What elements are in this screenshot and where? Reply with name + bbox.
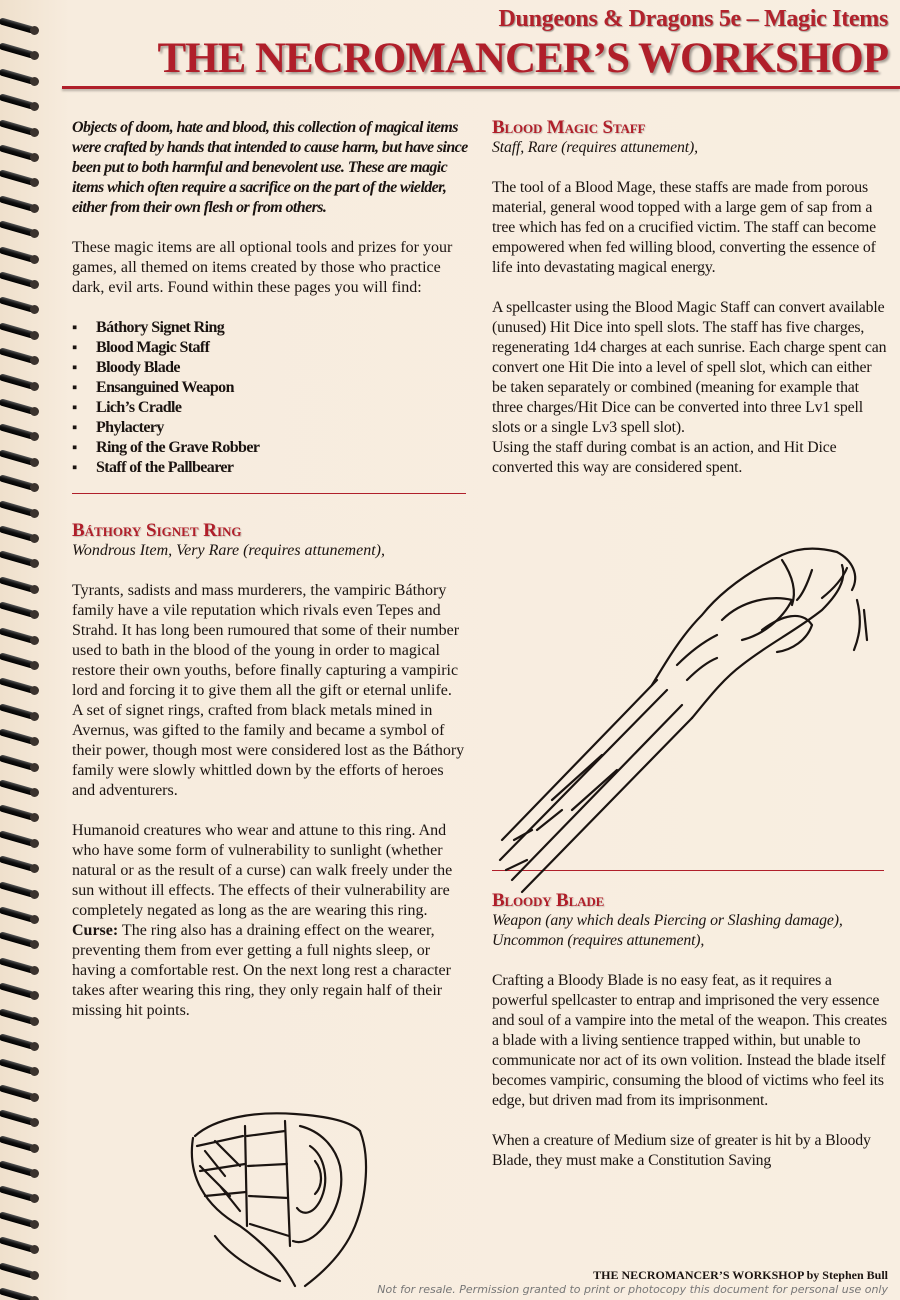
staff-title: Blood Magic Staff [492, 117, 646, 138]
binding-ring [0, 1063, 42, 1081]
binding-ring [0, 1216, 42, 1234]
binding-ring [0, 479, 42, 497]
binding-ring [0, 860, 42, 878]
section-divider [72, 493, 466, 494]
binding-ring [0, 352, 42, 370]
binding-ring [0, 1114, 42, 1132]
binding-ring [0, 428, 42, 446]
blade-subtitle: Weapon (any which deals Piercing or Slashing damage), Uncommon (requires attunement), [492, 912, 843, 949]
binding-ring [0, 22, 42, 40]
binding-ring [0, 1165, 42, 1183]
binding-ring [0, 73, 42, 91]
binding-ring [0, 1089, 42, 1107]
binding-ring [0, 657, 42, 675]
binding-ring [0, 1292, 42, 1300]
footer-title: THE NECROMANCER’S WORKSHOP by Stephen Bull [593, 1268, 888, 1282]
binding-ring [0, 809, 42, 827]
bathory-curse [72, 921, 470, 1021]
header-divider [62, 86, 900, 89]
binding-ring [0, 378, 42, 396]
curse-label: Curse: [72, 922, 119, 939]
binding-ring [0, 530, 42, 548]
binding-ring [0, 47, 42, 65]
binding-ring [0, 733, 42, 751]
staff-subtitle: Staff, Rare (requires attunement), [492, 139, 698, 156]
binding-ring [0, 606, 42, 624]
binding-ring [0, 276, 42, 294]
binding-ring [0, 835, 42, 853]
footer-note: Not for resale. Permission granted to print or photocopy this document for personal use only [377, 1283, 888, 1296]
blade-paragraph-1: Crafting a Bloody Blade is no easy feat, as it requires a powerful spellcaster to entrap and imprisoned the very essence and soul of a vampire into the metal of the weapon. This creates a blade with a living sentience trapped within, but unable to communicate nor act of its own volition. Instead the blade itself becomes vampiric, consuming the blood of victims who feel its edge, but driven mad from its imprisonment. [492, 972, 887, 1109]
list-item: ▪ Lich’s Cradle [72, 398, 470, 418]
binding-ring [0, 327, 42, 345]
binding-ring [0, 1190, 42, 1208]
blade-paragraph-2: When a creature of Medium size of greater is hit by a Bloody Blade, they must make a Constitution Saving [492, 1132, 871, 1169]
binding-ring [0, 581, 42, 599]
binding-ring [0, 149, 42, 167]
binding-ring [0, 759, 42, 777]
spiral-binding [0, 0, 52, 1300]
list-item: ▪ Bloody Blade [72, 358, 470, 378]
binding-ring [0, 911, 42, 929]
blade-title: Bloody Blade [492, 890, 605, 911]
binding-ring [0, 403, 42, 421]
binding-ring [0, 682, 42, 700]
bathory-paragraph-2: A set of signet rings, crafted from black metals mined in Avernus, was gifted to the family and became a symbol of their power, though most were considered lost as the Báthory family were slowly whittled down by the efforts of heroes and adventurers. [72, 702, 465, 799]
staff-paragraph-1: The tool of a Blood Mage, these staffs are made from porous material, general wood topped with a large gem of sap from a tree which has fed on a crucified victim. The staff can become empowered when fed willing blood, converting the essence of life into devastating magical energy. [492, 179, 876, 276]
binding-ring [0, 301, 42, 319]
item-list [72, 318, 470, 478]
binding-ring [0, 708, 42, 726]
left-column [72, 118, 470, 1021]
binding-ring [0, 784, 42, 802]
binding-ring [0, 225, 42, 243]
list-item: ▪ Phylactery [72, 418, 470, 438]
binding-ring [0, 174, 42, 192]
header-subtitle: Dungeons & Dragons 5e – Magic Items [498, 6, 888, 32]
binding-ring [0, 1241, 42, 1259]
bathory-paragraph-1: Tyrants, sadists and mass murderers, the vampiric Báthory family have a vile reputation which rivals even Tepes and Strahd. It has long been rumoured that some of their number used to bath in the blood of the young in order to magical restore their own youths, before finally capturing a vampiric lord and forcing it to give them all the gift or eternal unlife. [72, 582, 460, 699]
binding-ring [0, 1013, 42, 1031]
staff-paragraph-3: Using the staff during combat is an action, and Hit Dice converted this way are considered spent. [492, 439, 837, 476]
binding-ring [0, 1140, 42, 1158]
binding-ring [0, 555, 42, 573]
bathory-subtitle: Wondrous Item, Very Rare (requires attunement), [72, 542, 385, 559]
binding-ring [0, 124, 42, 142]
binding-ring [0, 936, 42, 954]
bathory-title: Báthory Signet Ring [72, 520, 242, 541]
list-item: ▪ Blood Magic Staff [72, 338, 470, 358]
binding-ring [0, 1267, 42, 1285]
binding-ring [0, 987, 42, 1005]
curse-text: The ring also has a draining effect on the wearer, preventing them from ever getting a full nights sleep, or having a comfortable rest. On the next long rest a character takes after wearing this ring, they only regain half of their missing hit points. [72, 922, 451, 1019]
binding-ring [0, 454, 42, 472]
intro-body: These magic items are all optional tools and prizes for your games, all themed on items created by those who practice dark, evil arts. Found within these pages you will find: [72, 239, 453, 296]
binding-ring [0, 632, 42, 650]
list-item: ▪ Ring of the Grave Robber [72, 438, 470, 458]
staff-paragraph-2: A spellcaster using the Blood Magic Staff can convert available (unused) Hit Dice into spell slots. The staff has five charges, regenerating 1d4 charges at each sunrise. Each charge spent can convert one Hit Die into a level of spell slot, which can either be taken separately or combined (meaning for example that three charges/Hit Dice can be converted into three Lv1 spell slots or a single Lv3 spell slot). [492, 299, 887, 436]
binding-ring [0, 98, 42, 116]
binding-ring [0, 962, 42, 980]
binding-ring [0, 251, 42, 269]
bathory-paragraph-3: Humanoid creatures who wear and attune to this ring. And who have some form of vulnerability to sunlight (whether natural or as the result of a curse) can walk freely under the sun without ill effects. The effects of their vulnerability are completely negated as long as the are wearing this ring. [72, 822, 453, 919]
page-title: THE NECROMANCER’S WORKSHOP [157, 35, 888, 82]
staff-illustration-icon [492, 540, 872, 900]
ring-illustration-icon [185, 1096, 375, 1292]
intro-lead: Objects of doom, hate and blood, this collection of magical items were crafted by hands that intended to cause harm, but have since been put to both harmful and benevolent use. These are magic items which often require a sacrifice on the part of the wielder, either from their own flesh or from others. [72, 119, 468, 216]
binding-ring [0, 505, 42, 523]
binding-ring [0, 886, 42, 904]
list-item: ▪ Staff of the Pallbearer [72, 458, 470, 478]
list-item: ▪ Ensanguined Weapon [72, 378, 470, 398]
binding-ring [0, 1038, 42, 1056]
binding-ring [0, 200, 42, 218]
list-item: ▪ Báthory Signet Ring [72, 318, 470, 338]
